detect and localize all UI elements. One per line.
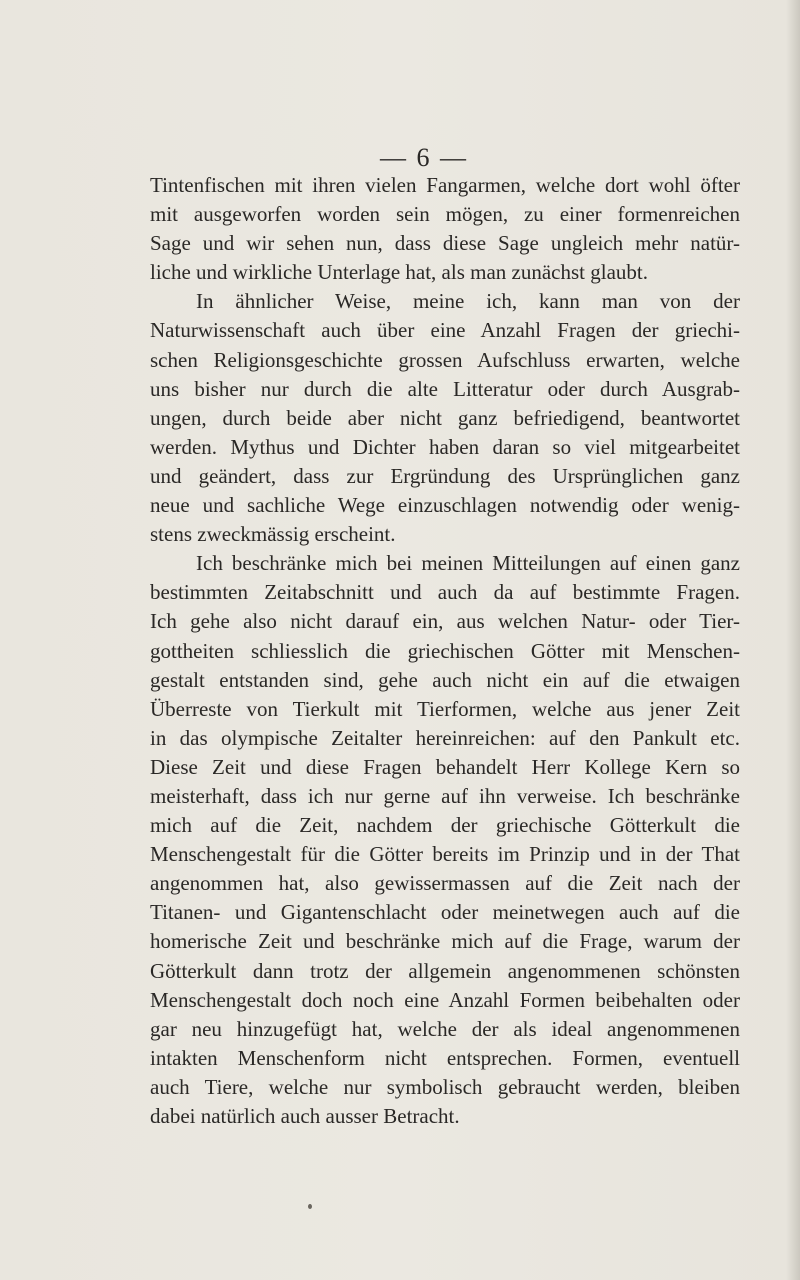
text-line: Überreste von Tierkult mit Tierformen, welche aus jener Zeit — [150, 696, 740, 721]
text-line: Ich gehe also nicht darauf ein, aus welchen Natur- oder Tier- — [150, 609, 740, 634]
text-line: stens zweckmässig erscheint. — [150, 522, 396, 547]
text-line: mich auf die Zeit, nachdem der griechische Götterkult die — [150, 813, 740, 838]
text-line: auch Tiere, welche nur symbolisch gebraucht werden, bleiben — [150, 1074, 740, 1099]
text-line: Sage und wir sehen nun, dass diese Sage ungleich mehr natür- — [150, 231, 740, 256]
text-line: In ähnlicher Weise, meine ich, kann man von der — [196, 289, 740, 314]
text-line: Tintenfischen mit ihren vielen Fangarmen, welche dort wohl öfter — [150, 173, 740, 197]
text-line: Menschengestalt für die Götter bereits im Prinzip und in der That — [150, 842, 740, 867]
text-line: Ich beschränke mich bei meinen Mitteilungen auf einen ganz — [196, 551, 740, 576]
text-line: in das olympische Zeitalter hereinreichen: auf den Pankult etc. — [150, 725, 740, 750]
text-line: Naturwissenschaft auch über eine Anzahl Fragen der griechi- — [150, 318, 740, 343]
page-edge-shadow — [786, 0, 800, 1280]
text-line: mit ausgeworfen worden sein mögen, zu einer formenreichen — [150, 202, 740, 227]
text-line: gar neu hinzugefügt hat, welche der als ideal angenommenen — [150, 1016, 740, 1041]
text-line: neue und sachliche Wege einzuschlagen notwendig oder wenig- — [150, 493, 740, 518]
text-line: schen Religionsgeschichte grossen Aufschluss erwarten, welche — [150, 347, 740, 372]
text-line: angenommen hat, also gewissermassen auf die Zeit nach der — [150, 871, 740, 896]
text-line: Titanen- und Gigantenschlacht oder meinetwegen auch auf die — [150, 900, 740, 925]
text-line: liche und wirkliche Unterlage hat, als man zunächst glaubt. — [150, 260, 649, 285]
text-line: gottheiten schliesslich die griechischen Götter mit Menschen- — [150, 638, 740, 663]
text-line: Menschengestalt doch noch eine Anzahl Formen beibehalten oder — [150, 987, 740, 1012]
text-line: meisterhaft, dass ich nur gerne auf ihn verweise. Ich beschränke — [150, 783, 740, 808]
text-line: ungen, durch beide aber nicht ganz befriedigend, beantwortet — [150, 405, 740, 430]
text-line: homerische Zeit und beschränke mich auf die Frage, warum der — [150, 929, 740, 954]
text-line: uns bisher nur durch die alte Litteratur oder durch Ausgrab- — [150, 376, 740, 401]
ink-speck — [308, 1204, 312, 1209]
text-line: intakten Menschenform nicht entsprechen. Formen, eventuell — [150, 1045, 740, 1070]
page-number: — 6 — — [380, 143, 468, 172]
text-line: Götterkult dann trotz der allgemein angenommenen schönsten — [150, 958, 740, 983]
text-line: werden. Mythus und Dichter haben daran so viel mitgearbeitet — [150, 434, 740, 459]
text-line: gestalt entstanden sind, gehe auch nicht ein auf die etwaigen — [150, 667, 740, 692]
body-text — [150, 171, 740, 1131]
text-line: bestimmten Zeitabschnitt und auch da auf bestimmte Fragen. — [150, 580, 740, 605]
text-line: und geändert, dass zur Ergründung des Ursprünglichen ganz — [150, 463, 740, 488]
text-line: dabei natürlich auch ausser Betracht. — [150, 1104, 460, 1128]
text-line: Diese Zeit und diese Fragen behandelt Herr Kollege Kern so — [150, 754, 740, 779]
